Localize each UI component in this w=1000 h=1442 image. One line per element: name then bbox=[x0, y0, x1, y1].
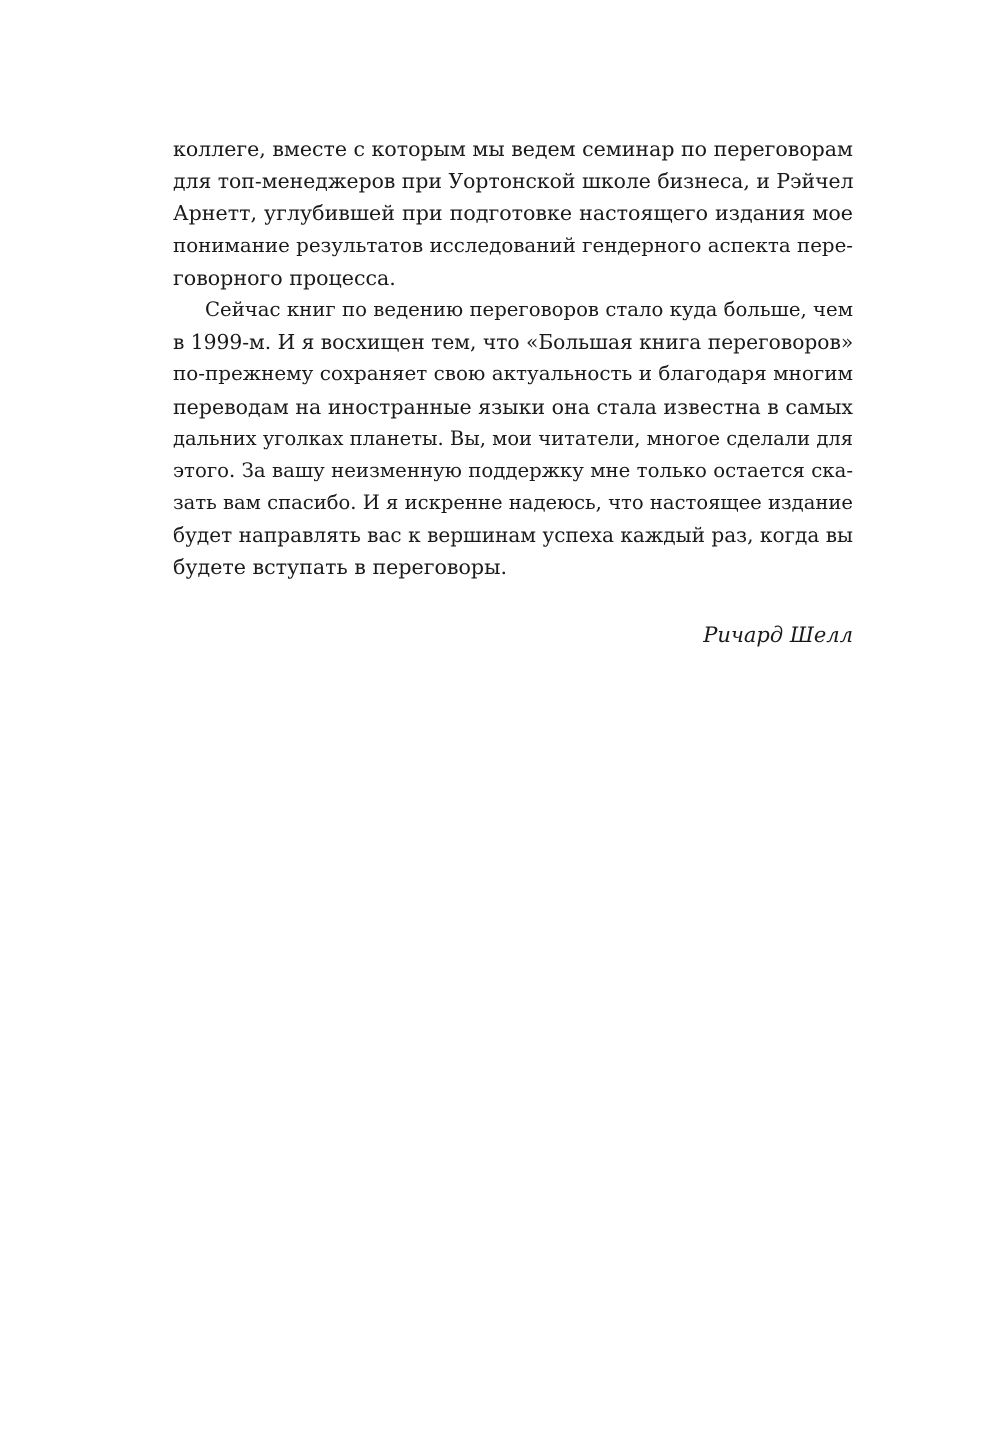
text-line: будет направлять вас к вершинам успеха каждый раз, когда вы bbox=[173, 523, 853, 548]
text-line: в 1999-м. И я восхищен тем, что «Большая книга переговоров» bbox=[173, 330, 854, 355]
paragraph-2 bbox=[173, 294, 853, 584]
text-line: понимание результатов исследований гендерного аспекта пере- bbox=[173, 233, 853, 257]
text-line: переводам на иностранные языки она стала известна в самых bbox=[173, 394, 853, 419]
text-line: зать вам спасибо. И я искренне надеюсь, что настоящее издание bbox=[173, 491, 853, 515]
text-line: говорного процесса. bbox=[173, 265, 396, 290]
text-line: дальних уголках планеты. Вы, мои читатели, многое сделали для bbox=[173, 426, 854, 450]
text-line: будете вступать в переговоры. bbox=[173, 555, 508, 580]
author-signature: Ричард Шелл bbox=[703, 623, 853, 647]
text-line: коллеге, вместе с которым мы ведем семинар по переговорам bbox=[173, 137, 853, 161]
text-line: этого. За вашу неизменную поддержку мне только остается ска- bbox=[173, 458, 853, 482]
text-line: Сейчас книг по ведению переговоров стало куда больше, чем bbox=[205, 297, 853, 321]
text-line: для топ-менеджеров при Уортонской школе бизнеса, и Рэйчел bbox=[173, 169, 854, 194]
text-line: по-прежнему сохраняет свою актуальность и благодаря многим bbox=[173, 362, 853, 386]
paragraph-1 bbox=[173, 133, 853, 294]
body-text bbox=[173, 133, 853, 584]
text-line: Арнетт, углубившей при подготовке настоящего издания мое bbox=[173, 201, 853, 226]
